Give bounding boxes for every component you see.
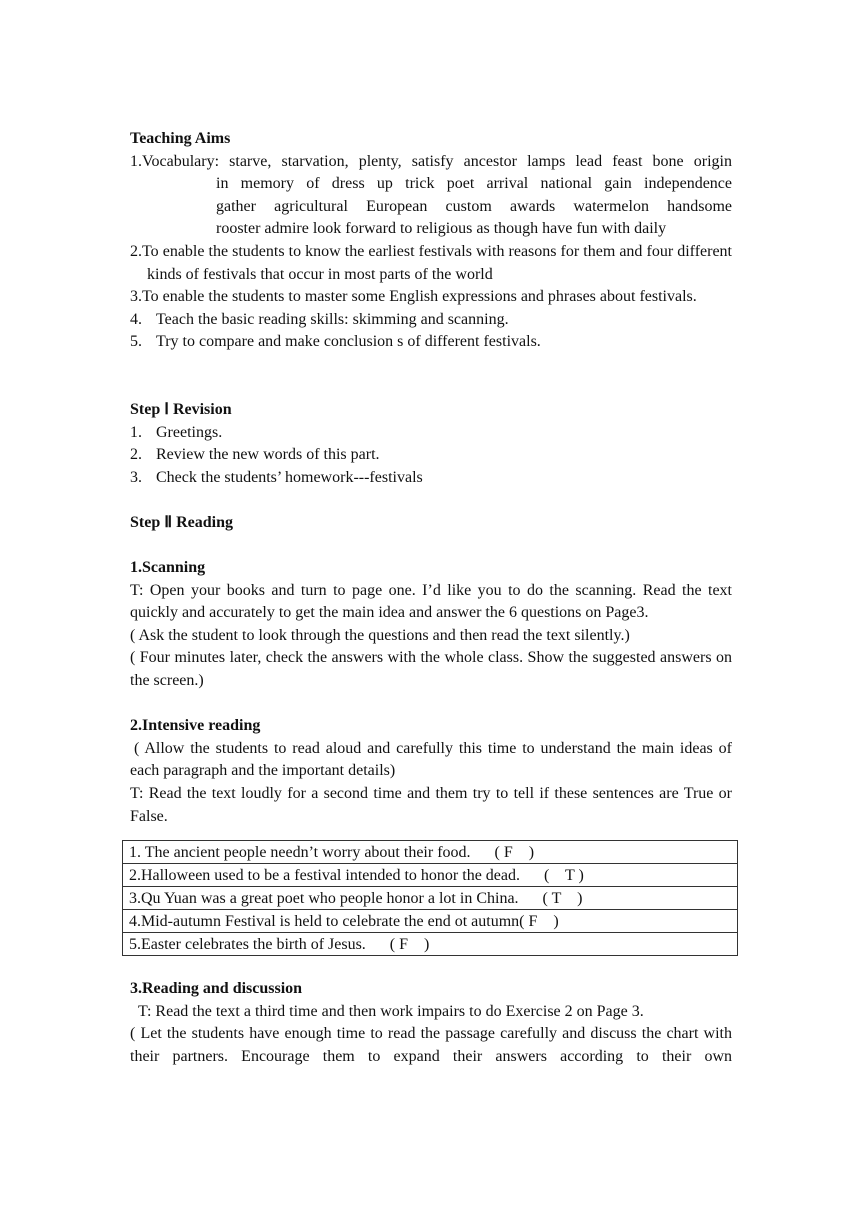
table-cell: 2.Halloween used to be a festival intended to honor the dead. ( T ) bbox=[123, 864, 738, 887]
teaching-aims-heading: Teaching Aims bbox=[130, 130, 231, 147]
paragraph: T: Open your books and turn to page one. I’d like you to do the scanning. Read the text quickly and accurately to get the main idea and answer the 6 questions on Page3. bbox=[130, 581, 732, 622]
list-item-number: 1. bbox=[130, 423, 142, 441]
table-cell: 4.Mid-autumn Festival is held to celebrate the end ot autumn( F ) bbox=[123, 910, 738, 933]
table-row bbox=[123, 841, 738, 864]
list-item bbox=[130, 444, 732, 467]
vocabulary-item bbox=[130, 151, 732, 241]
list-item-text: Check the students’ homework---festivals bbox=[156, 468, 423, 486]
list-item-number: 3. bbox=[130, 468, 142, 486]
paragraph: T: Read the text a third time and then work impairs to do Exercise 2 on Page 3. bbox=[138, 1002, 644, 1020]
document-page bbox=[130, 128, 732, 1069]
table-cell: 3.Qu Yuan was a great poet who people honor a lot in China. ( T ) bbox=[123, 887, 738, 910]
reading-discussion-heading: 3.Reading and discussion bbox=[130, 980, 303, 998]
table-cell: 1. The ancient people needn’t worry about their food. ( F ) bbox=[123, 841, 738, 864]
aim-item-number: 4. bbox=[130, 310, 142, 328]
aim-item-text: Teach the basic reading skills: skimming and scanning. bbox=[156, 310, 509, 328]
table-row bbox=[123, 887, 738, 910]
list-item-text: Review the new words of this part. bbox=[156, 446, 380, 464]
paragraph: ( Allow the students to read aloud and carefully this time to understand the main ideas of each paragraph and the important details) bbox=[130, 739, 732, 780]
table-row bbox=[123, 933, 738, 956]
step2-heading: Step Ⅱ Reading bbox=[130, 513, 233, 531]
table-cell: 5.Easter celebrates the birth of Jesus. ( F ) bbox=[123, 933, 738, 956]
aim-item-5 bbox=[130, 331, 732, 354]
paragraph: ( Ask the student to look through the questions and then read the text silently.) bbox=[130, 626, 630, 644]
table-row bbox=[123, 864, 738, 887]
table-row bbox=[123, 910, 738, 933]
aim-item-number: 5. bbox=[130, 333, 142, 351]
vocab-line: rooster admire look forward to religious as though have fun with daily bbox=[216, 220, 667, 238]
aim-item-text: Try to compare and make conclusion s of different festivals. bbox=[156, 333, 541, 351]
aim-item-4 bbox=[130, 309, 732, 332]
step1-heading: Step Ⅰ Revision bbox=[130, 400, 232, 418]
aim-item-2: 2.To enable the students to know the earliest festivals with reasons for them and four different kinds of festivals that occur in most parts of the world bbox=[130, 242, 732, 283]
list-item-number: 2. bbox=[130, 446, 142, 464]
intensive-reading-heading: 2.Intensive reading bbox=[130, 717, 261, 735]
list-item bbox=[130, 467, 732, 490]
true-false-table bbox=[122, 840, 738, 956]
list-item bbox=[130, 422, 732, 445]
paragraph: ( Let the students have enough time to read the passage carefully and discuss the chart with their partners. Encourage them to expand their answers according to their own bbox=[130, 1025, 732, 1065]
vocab-line: 1.Vocabulary: starve, starvation, plenty, satisfy ancestor lamps lead feast bone origin bbox=[130, 152, 732, 170]
aim-item-3: 3.To enable the students to master some English expressions and phrases about festivals. bbox=[130, 288, 697, 306]
scanning-heading: 1.Scanning bbox=[130, 559, 206, 577]
vocab-line: gather agricultural European custom awards watermelon handsome bbox=[216, 197, 732, 215]
paragraph: ( Four minutes later, check the answers with the whole class. Show the suggested answers on the screen.) bbox=[130, 649, 732, 690]
list-item-text: Greetings. bbox=[156, 423, 223, 441]
paragraph: T: Read the text loudly for a second time and them try to tell if these sentences are True or False. bbox=[130, 785, 732, 825]
vocab-line: in memory of dress up trick poet arrival national gain independence bbox=[216, 175, 732, 193]
